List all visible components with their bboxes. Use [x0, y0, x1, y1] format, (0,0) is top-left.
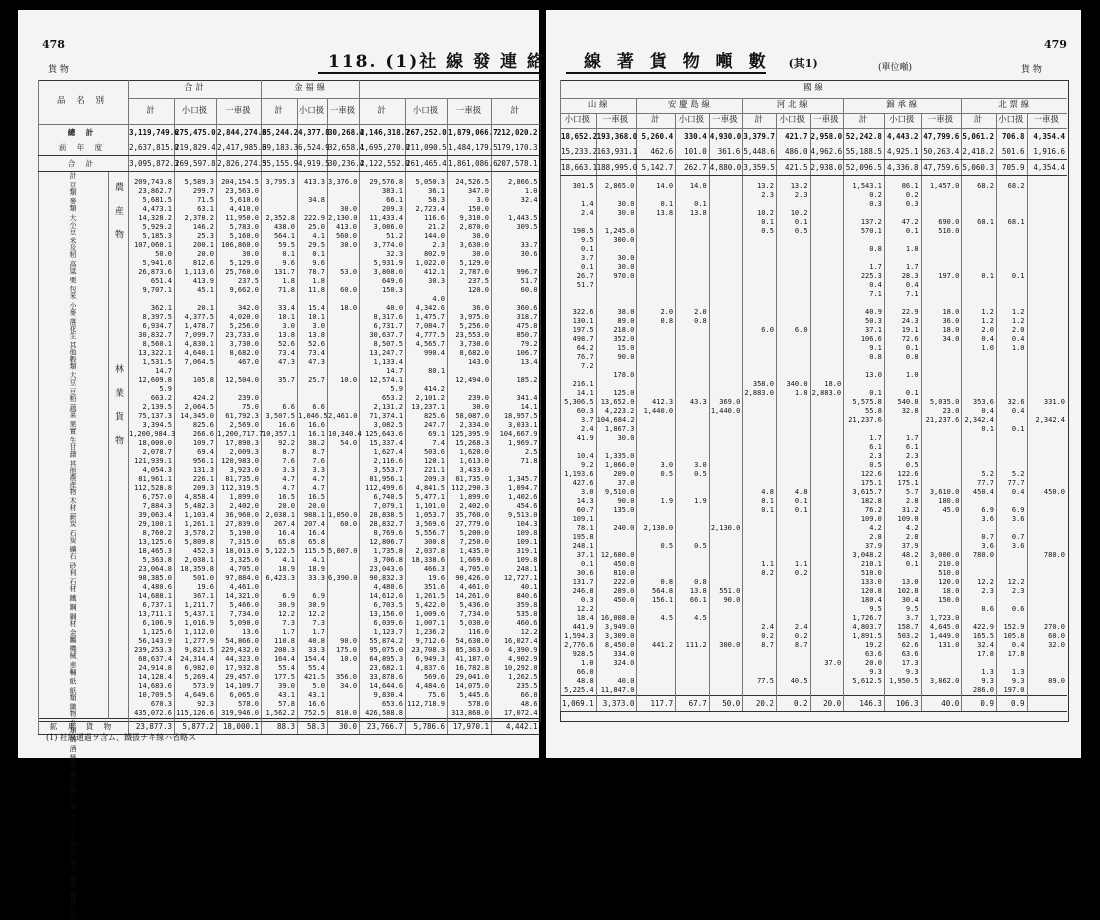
value-cell: 486.0	[776, 144, 810, 160]
data-column: 24,526.5 347.0 3.0 150.0 9,310.0 2,870.0 30.0 3,630.0 30.0 5,129.0 2,787.0 237.5 120.0 36.0 3,975.0 5,256.0 23,553.0 3,730.0 8,682.0 143.0 12,494.0 239.0 30.0 58,087.0 2,334.0 125,395.9 15,268.3 1,620.0 1,613.0 3,433.0 81,735.0 112,290.3 1,899.0 2,402.0 35,760.0 27,779.0 5,200.0 7,250.0 1,435.0 1,669.0 4,705.0 90,426.0 4,461.0 14,261.0 5,436.0 7,734.0 5,030.0 116.0 54,638.0 85,363.0 41,187.0 16,782.8 29,041.0 14,075.0 5,445.6 578.0 313,868.0	[448, 171, 492, 718]
item-rows	[561, 175, 1068, 695]
data-column: 1,457.0 690.0 510.0 197.0 18.0 36.0 18.0 34.0 5,035.0 23.0 21,237.6 3,610.0 180.0 45.0 3,000.0 210.0 510.0 120.0 18.0 150.0 1,723.0 4,645.0 1,449.0 131.0 3,862.0	[921, 175, 962, 695]
row-label: 總 計	[39, 124, 129, 140]
value-cell: 207,578.1	[492, 155, 540, 171]
value-cell: 3,359.5	[743, 159, 777, 175]
column-header: 小口扱	[175, 98, 217, 124]
value-cell: 20.0	[810, 695, 844, 711]
value-cell: 117.7	[637, 695, 676, 711]
value-cell: 0.2	[776, 695, 810, 711]
value-cell: 706.8	[996, 128, 1027, 144]
column-header: 小口扱	[676, 113, 710, 128]
data-column: 29,576.8 383.1 66.1 209.3 11,433.4 3,086.0 51.2 3,774.0 32.3 5,931.9 3,808.0 649.6 150.3 40.0 8,317.6 6,731.7 30,637.7 8,507.5 13,247.7 1,133.4 14.7 12,574.1 5.9 653.2 2,131.2 71,374.1 3,082.5 125,643.6 15,337.4 1,627.4 2,116.6 3,553.7 81,956.1 112,499.6 6,740.5 7,079.1 28,838.5 28,832.7 8,769.6 12,806.7 1,735.8 3,706.8 23,043.6 90,832.3 4,480.6 14,612.6 6,703.5 13,156.0 6,039.6 1,123.7 55,874.2 95,075.0 64,895.3 23,682.1 33,878.6 14,644.6 9,830.4 653.6 426,588.8	[360, 171, 406, 718]
column-header: 小口扱	[884, 113, 921, 128]
value-cell: 23,766.7	[360, 718, 406, 734]
table-title	[328, 47, 546, 72]
value-cell: 18,000.1	[217, 718, 262, 734]
previous-year-row	[561, 144, 1068, 160]
data-column: 2,865.0 30.0 30.0 1,245.0 300.0 30.0 30.0 970.0 38.0 89.0 218.0 352.0 15.0 90.0 178.0 125.0 13,652.0 4,223.2 104,684.2 1,867.3 30.0 1,335.0 1,066.0 209.0 37.0 9,510.0 90.0 135.0 240.0 12,680.0 450.0 810.0 222.0 289.0 450.0 16,008.0 3,949.0 3,309.0 8,450.0 334.0 324.0 40.0 11,847.0	[596, 175, 637, 695]
value-cell: 3,119,749.6	[129, 124, 175, 140]
value-cell: 1,879,066.7	[448, 124, 492, 140]
value-cell: 4,880.0	[709, 159, 743, 175]
group-header: 北 票 線	[962, 98, 1067, 113]
value-cell: 163,931.1	[596, 144, 637, 160]
value-cell: 2,122,552.0	[360, 155, 406, 171]
value-cell: 52,242.8	[844, 128, 885, 144]
column-header: 小口扱	[561, 113, 597, 128]
value-cell: 4,443.2	[884, 128, 921, 144]
value-cell: 1,916.6	[1027, 144, 1067, 160]
value-cell: 5,142.7	[637, 159, 676, 175]
value-cell: 262.7	[676, 159, 710, 175]
value-cell: 30,268.4	[328, 124, 360, 140]
value-cell: 52,096.5	[844, 159, 885, 175]
column-header: 一車扱	[328, 98, 360, 124]
unit-label: (單位噸)	[878, 63, 913, 73]
value-cell: 17,970.1	[448, 718, 492, 734]
category-label: 農 産 物	[113, 181, 123, 245]
value-cell: 20.2	[743, 695, 777, 711]
column-header: 一車扱	[1027, 113, 1067, 128]
value-cell: 18,663.1	[561, 159, 597, 175]
value-cell: 5,060.3	[962, 159, 997, 175]
value-cell: 4,925.1	[884, 144, 921, 160]
data-column: 68.2 68.1 0.1 1.2 1.2 2.0 0.4 1.0 32.6 0.4 0.1 5.2 77.7 0.4 6.9 3.6 0.7 3.6 12.2 2.3 0.6 152.9 105.8 0.4 17.8 1.3 9.3 197.0	[996, 175, 1027, 695]
group-header: 錦 承 線	[844, 98, 962, 113]
data-column: 18.0 2,883.0 37.0	[810, 175, 844, 695]
value-cell: 5,877.2	[175, 718, 217, 734]
data-column: 413.3 34.8 222.9 25.0 4.1 29.5 0.1 9.6 78.7 1.8 11.8 15.4 10.1 3.0 13.8 52.6 73.4 47.3 25.7 6.6 1,046.5 16.6 16.1 38.2 8.7 7.6 3.3 4.7 4.7 16.5 20.0 988.1 207.4 16.4 65.8 115.5 4.1 18.9 33.3 6.9 30.9 12.2 7.3 1.7 40.8 33.3 154.4 55.4 421.5 5.0 43.1 16.6 752.5	[298, 171, 328, 718]
value-cell: 3,095,872.3	[129, 155, 175, 171]
column-header: 小口扱	[776, 113, 810, 128]
group-header: 山 線	[561, 98, 637, 113]
value-cell: 462.6	[637, 144, 676, 160]
value-cell: 2,938.0	[810, 159, 844, 175]
data-column: 3,795.3 2,352.8 438.0 564.1 59.5 0.1 9.6 131.7 1.8 71.8 33.4 10.1 3.0 13.8 52.6 73.4 47.3 35.7 6.6 3,507.5 16.6 10,357.1 92.2 8.7 7.6 3.3 4.7 4.7 16.5 20.0 2,038.1 267.4 16.4 65.8 5,122.5 4.1 18.9 6,423.3 6.9 30.9 12.2 7.3 1.7 110.8 208.3 164.4 55.4 177.5 39.0 43.1 57.8 1,562.2	[262, 171, 298, 718]
row-label: 合 計	[39, 155, 129, 171]
goods-total-row	[561, 159, 1068, 175]
value-cell: 267,252.0	[406, 124, 448, 140]
value-cell: 1,069.1	[561, 695, 597, 711]
value-cell: 6,524.9	[298, 140, 328, 156]
value-cell: 2,844,274.6	[217, 124, 262, 140]
value-cell: 30.0	[328, 718, 360, 734]
value-cell: 4,336.8	[884, 159, 921, 175]
value-cell: 146.3	[844, 695, 885, 711]
title-rule	[318, 72, 539, 74]
value-cell: 30,236.4	[328, 155, 360, 171]
value-cell: 2,958.0	[810, 128, 844, 144]
value-cell: 275,475.0	[175, 124, 217, 140]
section-label: 貨 物	[48, 65, 69, 75]
value-cell: 106.3	[884, 695, 921, 711]
column-header: 小口扱	[406, 98, 448, 124]
value-cell: 501.6	[996, 144, 1027, 160]
value-cell: 4,919.5	[298, 155, 328, 171]
value-cell: 705.9	[996, 159, 1027, 175]
data-column: 68.2 68.1 0.1 1.2 1.2 2.0 0.4 1.0 353.6 0.4 2,342.4 0.1 5.2 77.7 450.4 6.9 3.6 0.7 3.6 780.0 12.2 2.3 0.6 422.9 165.5 32.4 17.8 1.3 9.3 286.0	[962, 175, 997, 695]
value-cell: 2,637,815.0	[129, 140, 175, 156]
footnote: (1) 社線通過ヲ含ム、鐵扱ナキ線ハ省略ス	[46, 733, 197, 742]
value-cell: 4,354.4	[1027, 159, 1067, 175]
row-label: 鉱 用 貨 物	[39, 718, 129, 734]
category-label: 林 業 貨 物	[113, 364, 123, 451]
column-header: 一車扱	[921, 113, 962, 128]
left-page	[18, 10, 546, 920]
title-rule	[566, 72, 766, 74]
value-cell: 35,244.2	[262, 124, 298, 140]
column-header: 一車扱	[810, 113, 844, 128]
value-cell	[1027, 695, 1067, 711]
value-cell: 0.9	[962, 695, 997, 711]
value-cell: 32,658.4	[328, 140, 360, 156]
column-header: 計	[129, 98, 175, 124]
column-header: 一車扱	[709, 113, 743, 128]
value-cell: 421.7	[776, 128, 810, 144]
data-column: 209,743.8 23,862.7 5,681.5 4,473.1 14,328.2 5,929.2 5,185.3 107,060.1 50.0 5,941.6 26,873.6 651.4 9,707.1 362.1 8,397.5 6,934.7 30,832.7 8,560.1 13,322.1 1,531.5 14.7 12,609.8 5.9 663.2 2,139.5 75,137.3 3,394.5 1,200,984.3 18,000.0 2,078.7 121,939.1 4,054.3 81,961.1 112,528.8 6,757.0 7,884.3 39,063.4 29,100.1 8,760.2 13,125.6 18,465.3 5,363.8 23,064.8 98,385.0 4,480.6 14,688.1 6,737.1 13,711.1 6,106.9 1,125.6 56,143.9 239,253.3 68,637.4 24,914.8 14,128.4 14,683.6 10,709.5 670.3 435,072.6	[129, 171, 175, 718]
total-row	[561, 128, 1068, 144]
group-header: 金 福 線	[262, 80, 360, 98]
data-table-right	[560, 80, 1067, 712]
value-cell: 4,930.0	[709, 128, 743, 144]
group-header: 安 慶 島 線	[637, 98, 743, 113]
column-header: 一車扱	[596, 113, 637, 128]
value-cell: 5,061.2	[962, 128, 997, 144]
value-cell: 23,877.3	[129, 718, 175, 734]
value-cell: 35,155.9	[262, 155, 298, 171]
value-cell: 2,826,274.5	[217, 155, 262, 171]
goods-total-row	[39, 155, 540, 171]
value-cell: 1,484,179.5	[448, 140, 492, 156]
value-cell: 2,146,318.7	[360, 124, 406, 140]
value-cell: 39,183.3	[262, 140, 298, 156]
column-header: 一車扱	[217, 98, 262, 124]
value-cell: 212,020.2	[492, 124, 540, 140]
table-title-text: (1)社 線 發 連 絡	[385, 52, 546, 72]
table-title-text: 線 著 貨 物 噸 數	[584, 52, 771, 72]
row-label: 前 年 度	[39, 140, 129, 156]
value-cell: 88.3	[262, 718, 298, 734]
value-cell: 3,373.0	[596, 695, 637, 711]
value-cell: 193,368.0	[596, 128, 637, 144]
data-column: 14.0 0.1 13.8 2.0 0.8 412.3 1,440.0 3.0 0.5 1.9 2,130.0 0.5 0.8 564.8 156.1 4.5 441.2	[637, 175, 676, 695]
bottom-row	[561, 695, 1068, 711]
value-cell: 330.4	[676, 128, 710, 144]
table-number: 118.	[328, 52, 378, 72]
value-cell: 2,418.2	[962, 144, 997, 160]
value-cell: 1,695,270.0	[360, 140, 406, 156]
column-header: 小口扱	[996, 113, 1027, 128]
value-cell: 4,377.8	[298, 124, 328, 140]
value-cell: 421.5	[776, 159, 810, 175]
value-cell: 219,829.4	[175, 140, 217, 156]
group-header	[360, 80, 540, 98]
value-cell: 1,861,086.6	[448, 155, 492, 171]
item-rows	[39, 171, 540, 718]
column-header: 計	[492, 98, 540, 124]
column-header: 計	[637, 113, 676, 128]
total-row	[39, 124, 540, 140]
category-cell	[109, 171, 129, 718]
section-label: 貨 物	[1021, 65, 1042, 75]
value-cell: 18,652.2	[561, 128, 597, 144]
item-names: 計 豆類 麥類 大小豆 米及籾 高粱 栗 包米 小麥 落花生 其他穀類 大豆 豆粕 蔬菜 果實 生甘藷 其他農産物 木材 薪炭 石炭 礦石 砂利 石材 鐵 鋼 鋼材 金屬 機械 車輛 紙 紙類 織物 糸類 綿 酒 醤油 鹽 砂糖 石油 セメント 肥料 硝子 陶器 雜貨 其他	[69, 171, 77, 920]
page-number: 479	[1044, 38, 1067, 51]
value-cell: 188,995.0	[596, 159, 637, 175]
value-cell: 2,417,985.6	[217, 140, 262, 156]
value-cell: 361.6	[709, 144, 743, 160]
data-column: 13.2 2.3 10.2 0.1 0.5 6.0 340.0 1.8 4.8 0.1 0.1 1.1 0.2 2.4 0.2 8.7 40.5	[776, 175, 810, 695]
row-label-header: 品 名 別	[39, 80, 129, 124]
column-header: 計	[743, 113, 777, 128]
value-cell: 3,379.7	[743, 128, 777, 144]
value-cell: 211,090.5	[406, 140, 448, 156]
data-column: 5,050.3 36.1 58.3 2,723.4 116.6 21.2 144.0 2.3 802.9 1,022.0 412.1 30.3 4.0 4,342.6 1,475.7 7,084.7 4,777.5 4,565.7 990.4 80.1 414.2 2,101.2 13,237.1 825.6 247.7 69.1 7.4 503.6 120.1 221.1 209.3 4,841.5 5,477.1 1,101.0 1,053.7 3,569.6 5,556.7 300.8 2,037.8 18,338.6 466.3 19.6 351.6 1,261.5 5,422.0 1,009.6 1,007.1 1,236.2 9,712.6 23,708.3 6,949.3 4,837.6 569.6 4,484.6 75.6 112,718.9	[406, 171, 448, 718]
value-cell: 47,799.6	[921, 128, 962, 144]
data-column: 86.1 0.2 0.3 47.2 0.1 1.8 1.7 28.3 0.4 7.1 22.9 24.3 19.1 72.6 0.1 0.8 1.0 0.1 540.8 32.8 1.7 6.1 2.3 0.5 122.6 175.1 5.7 2.8 31.2 109.0 4.2 2.8 37.9 48.2 0.1 13.0 102.8 30.4 9.5 3.7 158.7 503.2 62.6 63.6 17.3 9.3 1,950.5	[884, 175, 921, 695]
value-cell: 179,170.3	[492, 140, 540, 156]
value-cell: 55,188.5	[844, 144, 885, 160]
right-page	[546, 10, 1081, 758]
value-cell: 269,597.8	[175, 155, 217, 171]
value-cell: 5,786.6	[406, 718, 448, 734]
value-cell: 4,442.1	[492, 718, 540, 734]
value-cell: 47,759.6	[921, 159, 962, 175]
data-column: 13.2 2.3 10.2 0.1 0.5 6.0 358.0 2,883.0 4.8 0.1 0.1 1.1 0.2 2.4 0.2 8.7 77.5	[743, 175, 777, 695]
value-cell: 58.3	[298, 718, 328, 734]
data-column: 1,543.1 0.2 0.3 137.2 570.1 0.8 1.7 225.3 0.4 7.1 40.9 50.3 37.1 106.6 9.1 0.8 13.0 0.1 5,575.8 55.8 21,237.6 1.7 6.1 2.3 0.5 122.6 175.1 3,615.7 182.8 76.2 109.0 4.2 2.8 37.9 3,048.2 210.1 510.0 133.0 120.8 180.4 9.5 1,726.7 4,803.7 1,891.5 19.2 63.6 20.0 9.3 5,612.5	[844, 175, 885, 695]
value-cell: 5,448.6	[743, 144, 777, 160]
value-cell: 0.9	[996, 695, 1027, 711]
table-part: (其1)	[788, 57, 818, 70]
value-cell: 101.0	[676, 144, 710, 160]
value-cell: 50.0	[709, 695, 743, 711]
data-column: 331.0 2,342.4 450.0 780.0 270.0 60.0 32.0 89.0	[1027, 175, 1067, 695]
group-header: 合 計	[129, 80, 262, 98]
value-cell: 5,260.4	[637, 128, 676, 144]
value-cell: 15,233.2	[561, 144, 597, 160]
value-cell: 4,354.4	[1027, 128, 1067, 144]
previous-year-row	[39, 140, 540, 156]
column-header: 計	[360, 98, 406, 124]
data-column: 2,866.5 1.0 32.4 1,443.5 309.5 33.7 30.6 996.7 51.7 60.0 360.6 318.7 475.8 850.7 79.2 106.7 13.4 185.2 341.4 14.1 18,957.5 3,033.1 104,667.9 1,969.7 2.5 71.8 1,345.7 1,094.7 1,402.6 454.6 9,513.0 104.3 109.8 109.1 319.1 109.8 248.1 12,727.1 40.1 840.6 359.8 535.8 460.6 12.2 16,027.4 4,390.9 4,902.9 10,292.0 1,262.5 235.5 66.0 48.6 17,072.4	[492, 171, 540, 718]
value-cell: 261,465.4	[406, 155, 448, 171]
column-header: 小口扱	[298, 98, 328, 124]
group-header: 河 北 線	[743, 98, 844, 113]
column-header: 計	[844, 113, 885, 128]
data-column: 369.0 1,440.0 2,130.0 551.0 90.0 300.0	[709, 175, 743, 695]
value-cell: 50,263.4	[921, 144, 962, 160]
table-title	[584, 47, 818, 72]
value-cell: 67.7	[676, 695, 710, 711]
value-cell: 40.0	[921, 695, 962, 711]
column-header: 一車扱	[448, 98, 492, 124]
data-column: 14.0 0.1 13.8 2.0 0.8 43.3 3.0 0.5 1.9 0.5 0.8 13.8 66.1 4.5 111.2	[676, 175, 710, 695]
column-header: 計	[262, 98, 298, 124]
data-column: 204,154.5 23,563.0 5,610.0 4,410.0 11,950.0 5,783.0 5,160.0 106,860.0 30.0 5,129.0 25,760.0 237.5 9,662.0 342.0 4,020.0 5,256.0 23,733.0 3,730.0 8,682.0 467.0 12,504.0 239.0 75.0 61,792.3 2,569.0 1,200,717.7 17,890.3 2,009.3 120,983.0 3,923.0 81,735.0 112,319.5 1,899.0 2,402.0 36,960.0 27,839.0 5,190.0 7,315.0 18,013.0 3,325.0 4,705.0 97,884.0 4,461.0 14,321.0 5,466.0 7,734.0 5,090.0 13.6 54,866.0 229,432.0 44,323.0 17,932.8 29,457.0 14,109.7 6,065.0 578.0 319,946.0	[217, 171, 262, 718]
value-cell: 4,962.6	[810, 144, 844, 160]
column-header: 計	[962, 113, 997, 128]
data-column: 3,376.0 30.0 2,130.0 413.0 560.0 30.0 53.0 60.0 18.0 10.0 2,461.0 10,340.4 54.0 1,050.0 60.0 5,007.0 6,390.0 90.0 175.0 10.0 356.0 34.0 810.0	[328, 171, 360, 718]
data-column: 301.5 1.4 2.4 198.5 9.5 0.1 3.7 0.1 26.7 51.7 322.6 130.1 197.5 498.7 64.2 76.7 7.2 216.1 14.1 5,306.5 60.3 3.7 2.4 41.9 10.4 9.2 1,193.6 427.6 3.0 14.3 60.7 109.1 78.1 195.8 248.1 37.1 0.1 30.6 131.7 246.8 0.3 12.2 18.4 441.9 1,594.3 2,776.6 928.5 1.0 66.0 48.8 5,225.4	[561, 175, 597, 695]
data-column: 5,589.3 299.7 71.5 63.1 2,378.2 146.2 25.3 200.1 20.0 812.6 1,113.6 413.9 45.1 20.1 4,377.5 1,478.7 7,099.7 4,830.1 4,640.1 7,064.5 105.8 424.2 2,064.5 14,345.0 825.6 266.6 109.7 69.4 956.1 131.3 226.1 209.3 4,858.4 5,482.3 1,103.4 1,261.1 3,570.2 5,809.8 452.3 2,038.1 18,359.8 501.0 19.6 367.1 1,211.7 5,437.1 1,016.9 1,112.0 1,277.9 9,821.5 24,314.4 6,982.0 5,269.4 573.9 4,649.6 92.3 115,126.6	[175, 171, 217, 718]
page-number: 478	[42, 38, 65, 51]
group-header: 國 線	[561, 80, 1068, 98]
